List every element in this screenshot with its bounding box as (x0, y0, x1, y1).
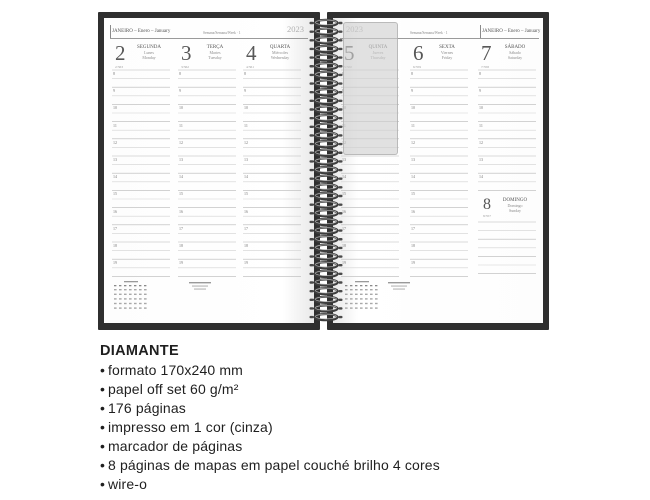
spiral-ring (310, 132, 343, 138)
hour-label: 14 (113, 174, 117, 180)
product-spec (100, 342, 620, 494)
hour-label: 14 (411, 174, 415, 180)
day-name-en: Saturday (507, 54, 523, 60)
feature-list (100, 361, 620, 494)
hour-label: 8 (479, 71, 481, 76)
month-title: JANEIRO – Enero – January (482, 29, 541, 34)
spiral-ring (310, 167, 343, 173)
hour-label: 9 (479, 88, 481, 94)
hour-label: 8 (244, 71, 246, 76)
hour-label: 12 (411, 139, 415, 145)
spiral-ring (310, 72, 343, 78)
hour-label: 12 (179, 139, 183, 145)
day-name-es: Lunes (144, 50, 154, 55)
hour-label: 13 (479, 157, 483, 162)
spiral-ring (310, 262, 343, 268)
day-number: 3 (181, 41, 192, 65)
hour-label: 13 (411, 157, 415, 162)
spiral-ring (310, 193, 343, 199)
spiral-ring (310, 115, 343, 121)
hour-label: 17 (411, 225, 415, 231)
hour-label: 8 (113, 71, 115, 76)
day-count: 2/363 (115, 65, 123, 69)
day-name-en: Sunday (509, 207, 521, 213)
spiral-ring (310, 253, 343, 259)
hour-label: 19 (179, 260, 183, 266)
hour-label: 15 (342, 191, 346, 197)
spiral-ring (310, 305, 343, 311)
spiral-ring (310, 20, 343, 26)
day-name-es: Domingo (507, 203, 523, 208)
spiral-ring (310, 219, 343, 225)
week-label: Semana/Semana/Week · 1 (410, 31, 448, 35)
hour-label: 11 (479, 122, 483, 128)
day-name-es: Viernes (440, 50, 454, 55)
spiral-ring (310, 106, 343, 112)
spiral-ring (310, 80, 343, 86)
hour-label: 18 (244, 243, 248, 248)
hour-label: 16 (342, 208, 346, 214)
day-count: 4/361 (246, 65, 254, 69)
product-name: DIAMANTE (100, 343, 179, 359)
spiral-ring (310, 98, 343, 104)
day-number: 8 (483, 196, 491, 213)
spiral-ring (310, 210, 343, 216)
spiral-ring (310, 297, 343, 303)
day-number: 6 (413, 41, 424, 65)
hour-label: 14 (479, 174, 483, 180)
hour-label: 18 (179, 243, 183, 248)
hour-label: 18 (342, 243, 346, 248)
feature-item: • 8 páginas de mapas em papel couché brilho 4 cores (100, 456, 620, 475)
day-name-en: Wednesday (270, 54, 290, 60)
feature-item: • impresso em 1 cor (cinza) (100, 418, 620, 437)
spiral-ring (310, 228, 343, 234)
spiral-ring (310, 46, 343, 52)
year-label: 2023 (287, 24, 304, 34)
hour-label: 15 (179, 191, 183, 197)
hour-label: 14 (179, 174, 183, 180)
hour-label: 10 (179, 105, 183, 111)
feature-item: • papel off set 60 g/m² (100, 380, 620, 399)
spiral-ring (310, 63, 343, 69)
day-name-es: Miércoles (272, 50, 288, 55)
hour-label: 9 (411, 88, 413, 94)
spiral-ring (310, 271, 343, 277)
spiral-ring (310, 55, 343, 61)
day-name: SÁBADO (504, 45, 526, 50)
spiral-ring (310, 184, 343, 190)
day-name-en: Tuesday (208, 54, 222, 60)
hour-label: 9 (113, 88, 115, 94)
day-number: 7 (481, 41, 492, 65)
feature-item: • formato 170x240 mm (100, 361, 620, 380)
hour-label: 11 (411, 122, 415, 128)
hour-label: 15 (244, 191, 248, 197)
spiral-ring (310, 158, 343, 164)
day-name: SEGUNDA (137, 45, 161, 50)
day-name: DOMINGO (502, 198, 528, 203)
hour-label: 10 (411, 105, 415, 111)
spiral-ring (310, 245, 343, 251)
day-number: 4 (246, 41, 257, 65)
hour-label: 16 (113, 208, 117, 214)
hour-label: 9 (179, 88, 181, 94)
feature-item: • 176 páginas (100, 399, 620, 418)
day-name-en: Friday (441, 54, 453, 60)
day-count: 6/359 (413, 65, 421, 69)
feature-item: • wire-o (100, 475, 620, 494)
hour-label: 19 (244, 260, 248, 266)
week-label: Semana/Semana/Week · 1 (203, 31, 241, 35)
hour-label: 18 (113, 243, 117, 248)
spiral-ring (310, 89, 343, 95)
hour-label: 13 (113, 157, 117, 162)
spiral-ring (310, 37, 343, 43)
hour-label: 19 (342, 260, 346, 266)
hour-label: 15 (411, 191, 415, 197)
hour-label: 11 (244, 122, 248, 128)
hour-label: 15 (113, 191, 117, 197)
day-count: 7/358 (481, 65, 489, 69)
day-name-es: Martes (209, 50, 221, 55)
feature-item: • marcador de páginas (100, 437, 620, 456)
day-count: 8/357 (483, 214, 491, 218)
spiral-ring (310, 288, 343, 294)
hour-label: 14 (244, 174, 248, 180)
day-name: QUARTA (269, 45, 291, 50)
hour-label: 16 (411, 208, 415, 214)
spiral-ring (310, 176, 343, 182)
hour-label: 11 (113, 122, 117, 128)
month-title: JANEIRO – Enero – January (112, 29, 171, 34)
spiral-ring (310, 314, 343, 320)
hour-label: 13 (342, 157, 346, 162)
hour-label: 12 (244, 139, 248, 145)
spiral-ring (310, 202, 343, 208)
hour-label: 14 (342, 174, 346, 180)
hour-label: 19 (113, 260, 117, 266)
day-name: SEXTA (439, 45, 455, 50)
hour-label: 10 (244, 105, 248, 111)
spiral-ring (310, 236, 343, 242)
day-name: TERÇA (206, 45, 224, 50)
hour-label: 13 (179, 157, 183, 162)
hour-label: 8 (411, 71, 413, 76)
spiral-ring (310, 150, 343, 156)
spiral-ring (310, 279, 343, 285)
hour-label: 17 (244, 225, 248, 231)
hour-label: 17 (113, 225, 117, 231)
hour-label: 17 (342, 225, 346, 231)
hour-label: 19 (411, 260, 415, 266)
hour-label: 16 (179, 208, 183, 214)
hour-label: 18 (411, 243, 415, 248)
spiral-ring (310, 29, 343, 35)
spiral-ring (310, 124, 343, 130)
hour-label: 9 (244, 88, 246, 94)
day-name-es: Sábado (509, 50, 521, 55)
day-name-en: Monday (142, 54, 156, 60)
hour-label: 11 (179, 122, 183, 128)
spiral-ring (310, 141, 343, 147)
hour-label: 16 (244, 208, 248, 214)
hour-label: 8 (179, 71, 181, 76)
hour-label: 10 (113, 105, 117, 111)
hour-label: 17 (179, 225, 183, 231)
hour-label: 12 (479, 139, 483, 145)
day-number: 2 (115, 41, 126, 65)
hour-label: 13 (244, 157, 248, 162)
hour-label: 10 (479, 105, 483, 111)
day-count: 3/362 (181, 65, 189, 69)
hour-label: 12 (113, 139, 117, 145)
